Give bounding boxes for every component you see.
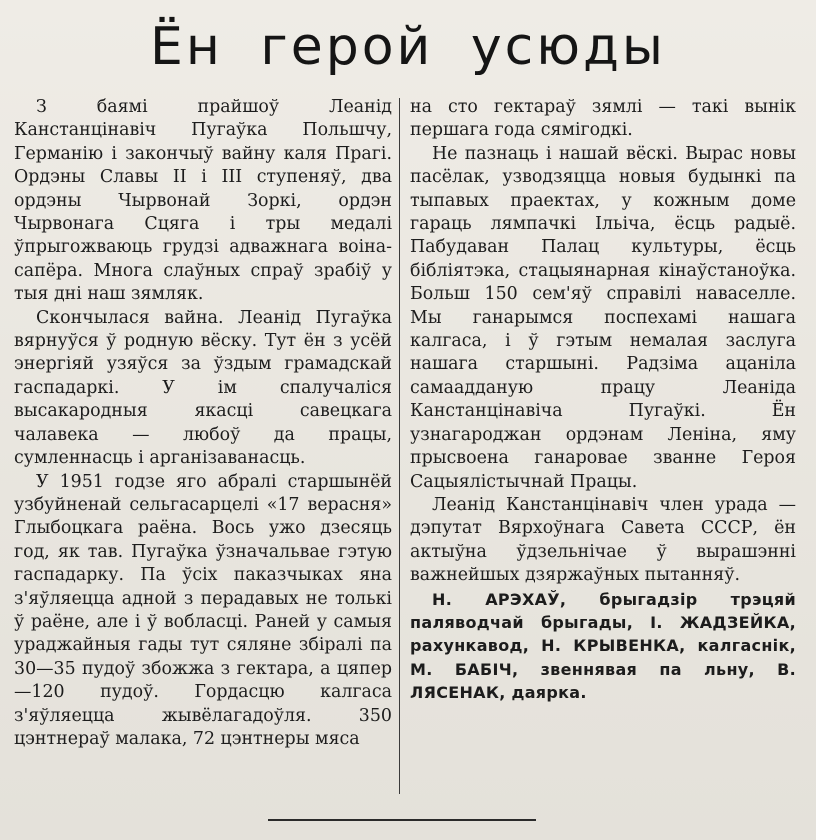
article-paragraph-5: Леанід Канстанцінавіч член урада — дэпутат Вярхоўнага Савета СССР, ён актыўна ўдзельнічае ў вырашэнні важнейшых дзяржаўных пытанняў. xyxy=(410,494,796,586)
column-divider xyxy=(399,98,400,794)
article-paragraph-1: З баямі прайшоў Леанід Канстанцінавіч Пугаўка Польшчу, Германію і закончыў вайну каля Прагі. Ордэны Славы II і III ступеняў, два ордэны Чырвонай Зоркі, ордэн Чырвонага Сцяга і тры медалі ўпрыгожваюць грудзі адважнага воіна-сапёра. Многа слаўных спраў зрабіў у тыя дні наш зямляк. xyxy=(14,97,392,305)
article-paragraph-4: Не пазнаць і нашай вёскі. Вырас новы пасёлак, узводзяцца новыя будынкі па тыпавых праектах, у кожным доме гараць лямпачкі Ільіча, ёсць радыё. Пабудаван Палац культуры, ёсць бібліятэка, стацыянарная кінаўстаноўка. Больш 150 сем'яў справілі наваселле. Мы ганарымся поспехамі нашага калгаса, і ў гэтым немалая заслуга нашага старшыні. Радзіма ацаніла самаадданую працу Леаніда Канстанцінавіча Пугаўкі. Ён узнагароджан ордэнам Леніна, яму прысвоена ганаровае званне Героя Сацыялістычнай Працы. xyxy=(410,143,796,492)
article-paragraph-3: У 1951 годзе яго абралі старшынёй узбуйненай сельгасарцелі «17 верасня» Глыбоцкага раёна. Вось ужо дзесяць год, як тав. Пугаўка ўзначальвае гэтую гаспадарку. Па ўсіх паказчыках яна з'яўляецца адной з перадавых не толькі ў раёне, але і ў вобласці. Раней у самыя ураджайныя гады тут сяляне збіралі па 30—35 пудоў збожжа з гектара, а цяпер—120 пудоў. Гордасцю калгаса з'яўляецца жывёлагадоўля. 350 цэнтнераў малака, 72 цэнтнеры мяса xyxy=(14,471,392,749)
bottom-rule xyxy=(268,819,536,821)
headline: Ён герой усюды xyxy=(150,17,666,77)
signature-block: Н. АРЭХАЎ, брыгадзір трэцяй паляводчай брыгады, І. ЖАДЗЕЙКА, рахункавод, Н. КРЫВЕНКА, калгаснік, М. БАБІЧ, звеннявая па льну, В. ЛЯСЕНАК, даярка. xyxy=(410,589,796,703)
article-paragraph-2: Скончылася вайна. Леанід Пугаўка вярнуўся ў родную вёску. Тут ён з усёй энергіяй узяўся за ўздым грамадскай гаспадаркі. У ім спалучаліся высакародныя якасці савецкага чалавека — любоў да працы, сумленнасць і арганізаванасць. xyxy=(14,307,392,469)
right-column xyxy=(410,96,796,705)
article-paragraph-continued: на сто гектараў зямлі — такі вынік першага года сямігодкі. xyxy=(410,97,796,141)
left-column xyxy=(14,96,392,751)
